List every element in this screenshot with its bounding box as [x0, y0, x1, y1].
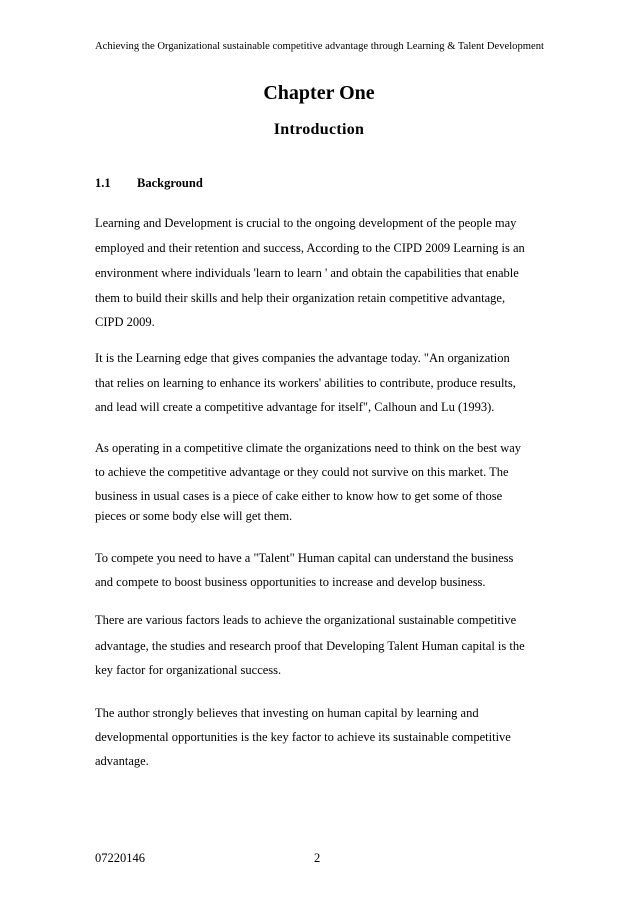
section-title: Background — [137, 176, 203, 190]
paragraph-5-line-2: advantage, the studies and research proof that Developing Talent Human capital is the — [95, 639, 525, 653]
paragraph-2-line-2: that relies on learning to enhance its workers' abilities to contribute, produce results, — [95, 376, 516, 390]
paragraph-1-line-4: them to build their skills and help their organization retain competitive advantage, — [95, 291, 506, 305]
paragraph-3-line-1: As operating in a competitive climate the organizations need to think on the best way — [95, 441, 522, 455]
section-heading — [95, 175, 203, 191]
paragraph-1-line-2: employed and their retention and success, According to the CIPD 2009 Learning is an — [95, 241, 525, 255]
chapter-subtitle: Introduction — [273, 121, 365, 138]
page-number: 2 — [314, 851, 321, 865]
paragraph-4-line-1: To compete you need to have a "Talent" Human capital can understand the business — [95, 551, 514, 565]
paragraph-6-line-2: developmental opportunities is the key factor to achieve its sustainable competitive — [95, 730, 511, 744]
paragraph-2-line-3: and lead will create a competitive advantage for itself", Calhoun and Lu (1993). — [95, 400, 495, 414]
paragraph-1-line-3: environment where individuals 'learn to learn ' and obtain the capabilities that enable — [95, 266, 519, 280]
section-number: 1.1 — [95, 176, 111, 190]
paragraph-1-line-1: Learning and Development is crucial to the ongoing development of the people may — [95, 216, 517, 230]
paragraph-2-line-1: It is the Learning edge that gives companies the advantage today. "An organization — [95, 351, 510, 365]
footer-document-id: 07220146 — [95, 851, 145, 865]
paragraph-5-line-3: key factor for organizational success. — [95, 663, 282, 677]
paragraph-4-line-2: and compete to boost business opportunities to increase and develop business. — [95, 575, 486, 589]
paragraph-5-line-1: There are various factors leads to achieve the organizational sustainable competitive — [95, 613, 517, 627]
running-header: Achieving the Organizational sustainable competitive advantage through Learning & Talent Development — [95, 41, 544, 52]
paragraph-1-line-5: CIPD 2009. — [95, 315, 155, 329]
chapter-title: Chapter One — [263, 82, 375, 104]
paragraph-3-line-2: to achieve the competitive advantage or they could not survive on this market. The — [95, 465, 509, 479]
paragraph-6-line-3: advantage. — [95, 754, 149, 768]
paragraph-3-line-3: business in usual cases is a piece of cake either to know how to get some of those — [95, 489, 503, 503]
paragraph-3-line-4: pieces or some body else will get them. — [95, 509, 293, 523]
paragraph-6-line-1: The author strongly believes that investing on human capital by learning and — [95, 706, 479, 720]
